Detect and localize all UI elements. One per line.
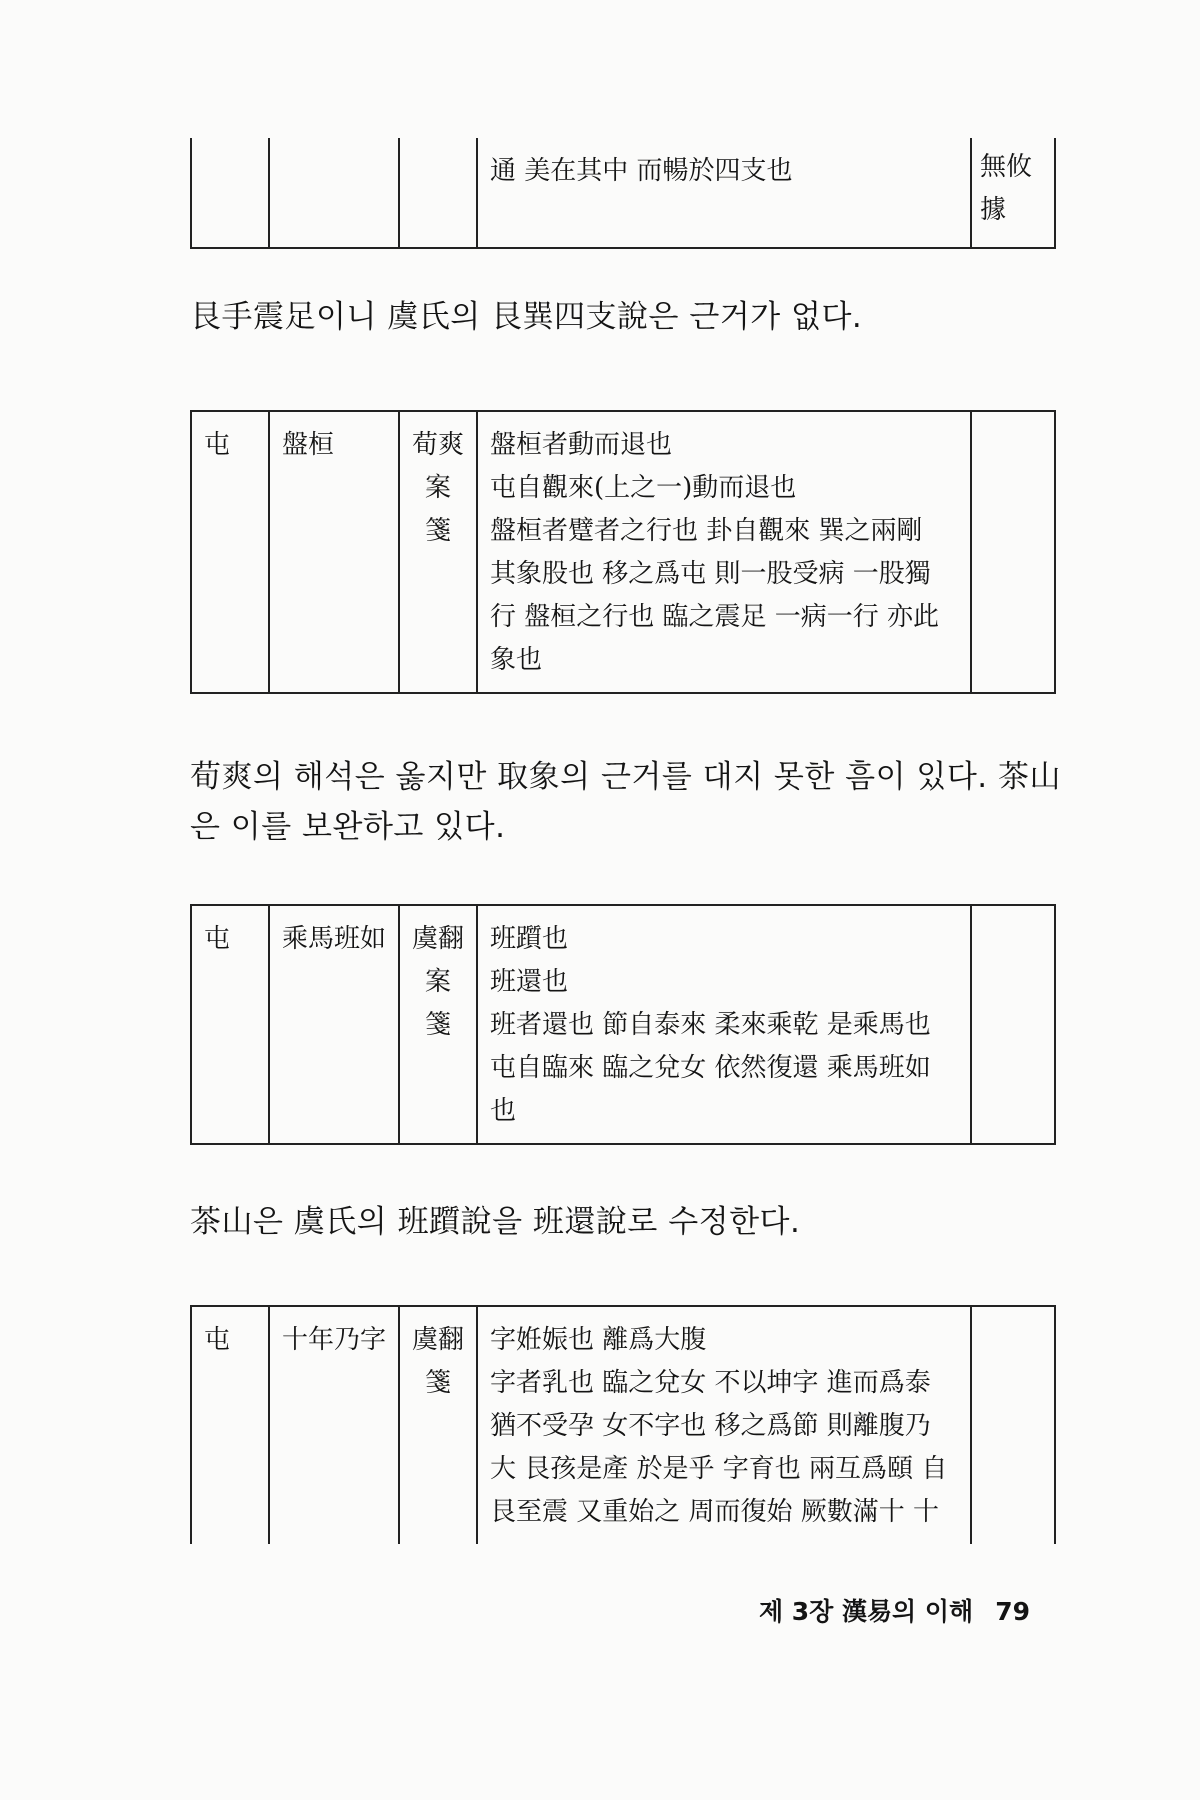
ref-label: 虞翻 — [411, 924, 464, 954]
refs-cell — [399, 411, 477, 693]
text-line: 屯自臨來 臨之兌女 依然復還 乘馬班如 — [490, 1053, 931, 1083]
hexagram-cell: 屯 — [191, 1306, 269, 1544]
commentary-table-continued — [190, 138, 1056, 249]
refs-cell — [399, 1306, 477, 1544]
table-row — [191, 1306, 1055, 1544]
table-row — [191, 905, 1055, 1144]
ref-label: 箋 — [424, 1010, 451, 1040]
ref-label: 案 — [424, 967, 451, 997]
paragraph: 艮手震足이니 虞氏의 艮巽四支說은 근거가 없다. — [190, 299, 863, 335]
hexagram-cell — [191, 138, 269, 248]
phrase-cell — [269, 138, 399, 248]
ref-label: 荀爽 — [411, 430, 464, 460]
phrase-cell: 十年乃字 — [269, 1306, 399, 1544]
chapter-title: 제 3장 漢易의 이해 — [758, 1597, 974, 1626]
ref-label: 虞翻 — [411, 1325, 464, 1355]
phrase-cell: 乘馬班如 — [269, 905, 399, 1144]
paragraph: 茶山은 虞氏의 班躓說을 班還說로 수정한다. — [190, 1204, 801, 1240]
table-row — [191, 138, 1055, 248]
text-cell — [477, 1306, 971, 1544]
text-line: 班還也 — [490, 967, 569, 997]
text-line: 象也 — [490, 645, 543, 675]
text-line: 班者還也 節自泰來 柔來乘乾 是乘馬也 — [490, 1010, 931, 1040]
note-cell — [971, 411, 1055, 693]
phrase-cell: 盤桓 — [269, 411, 399, 693]
note-line: 無攸 — [980, 152, 1033, 182]
note-cell — [971, 1306, 1055, 1544]
text-line: 也 — [490, 1096, 517, 1126]
ref-label: 案 — [424, 473, 451, 503]
commentary-table — [190, 1305, 1056, 1544]
hexagram-cell: 屯 — [191, 411, 269, 693]
text-line: 屯自觀來(上之一)動而退也 — [490, 473, 797, 503]
text-line: 盤桓者動而退也 — [490, 430, 673, 460]
text-cell — [477, 905, 971, 1144]
text-line: 艮至震 又重始之 周而復始 厥數滿十 十 — [490, 1497, 940, 1527]
text-line: 盤桓者躄者之行也 卦自觀來 巽之兩剛 — [490, 516, 923, 546]
text-line: 行 盤桓之行也 臨之震足 一病一行 亦此 — [490, 602, 940, 632]
refs-cell — [399, 138, 477, 248]
commentary-table — [190, 410, 1056, 694]
note-line: 據 — [980, 195, 1007, 225]
page-footer — [759, 1592, 1030, 1628]
text-line: 字姙娠也 離爲大腹 — [490, 1325, 707, 1355]
refs-cell — [399, 905, 477, 1144]
text-line: 大 艮孩是產 於是乎 字育也 兩互爲頤 自 — [490, 1454, 948, 1484]
ref-label: 箋 — [424, 516, 451, 546]
text-line: 猶不受孕 女不字也 移之爲節 則離腹乃 — [490, 1411, 931, 1441]
text-line: 字者乳也 臨之兌女 不以坤字 進而爲泰 — [490, 1368, 931, 1398]
page-number: 79 — [995, 1597, 1030, 1626]
note-cell — [971, 138, 1055, 248]
ref-label: 箋 — [424, 1368, 451, 1398]
note-cell — [971, 905, 1055, 1144]
hexagram-cell: 屯 — [191, 905, 269, 1144]
paragraph: 荀爽의 해석은 옳지만 取象의 근거를 대지 못한 흠이 있다. 茶山은 이를 보완하고 있다. — [190, 759, 1062, 845]
table-row — [191, 411, 1055, 693]
text-cell — [477, 411, 971, 693]
text-line: 其象股也 移之爲屯 則一股受病 一股獨 — [490, 559, 931, 589]
text-line: 通 美在其中 而暢於四支也 — [490, 156, 793, 186]
text-line: 班躓也 — [490, 924, 569, 954]
commentary-table — [190, 904, 1056, 1145]
text-cell — [477, 138, 971, 248]
